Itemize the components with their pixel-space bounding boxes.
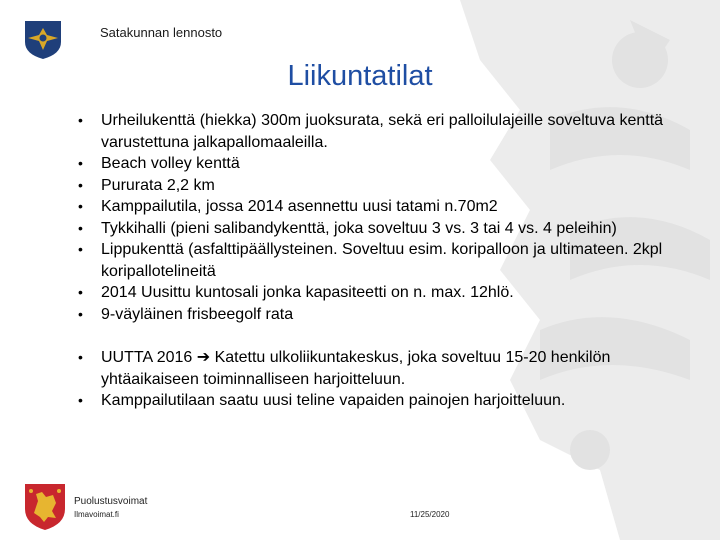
- facilities-list: [78, 110, 700, 325]
- list-item: • Urheilukenttä (hiekka) 300m juoksurata, sekä eri palloilulajeille soveltuva kenttä varustettuna jalkapallomaaleilla.: [78, 110, 700, 153]
- list-item: • Tykkihalli (pieni salibandykenttä, joka soveltuu 3 vs. 3 tai 4 vs. 4 peleihin): [78, 218, 700, 240]
- list-item: • Beach volley kenttä: [78, 153, 700, 175]
- arrow-right-icon: ➔: [196, 349, 211, 366]
- air-force-emblem-icon: [22, 18, 64, 60]
- list-item: • Kamppailutila, jossa 2014 asennettu uusi tatami n.70m2: [78, 196, 700, 218]
- footer-date: 11/25/2020: [410, 510, 450, 519]
- list-item: • Kamppailutilaan saatu uusi teline vapaiden painojen harjoitteluun.: [78, 390, 700, 412]
- org-name: Satakunnan lennosto: [100, 25, 223, 40]
- finnish-lion-crest-icon: [22, 481, 68, 531]
- page-title: Liikuntatilat: [287, 60, 433, 92]
- footer-url: Ilmavoimat.fi: [74, 510, 119, 519]
- new-item-text: Katettu ulkoliikuntakeskus, joka soveltuu 15-20 henkilön yhtäaikaiseen toiminnalliseen harjoitteluun.: [101, 349, 611, 388]
- list-item: [78, 347, 700, 390]
- list-item: • Lippukenttä (asfalttipäällysteinen. Soveltuu esim. koripalloon ja ultimateen. 2kpl koripallotelineitä: [78, 239, 700, 282]
- list-item: • 9-väyläinen frisbeegolf rata: [78, 304, 700, 326]
- footer-brand: Puolustusvoimat: [74, 496, 148, 507]
- list-item: • Pururata 2,2 km: [78, 175, 700, 197]
- new-label: UUTTA 2016: [101, 349, 193, 366]
- list-item: • 2014 Uusittu kuntosali jonka kapasiteetti on n. max. 12hlö.: [78, 282, 700, 304]
- new-facilities-list: [78, 347, 700, 412]
